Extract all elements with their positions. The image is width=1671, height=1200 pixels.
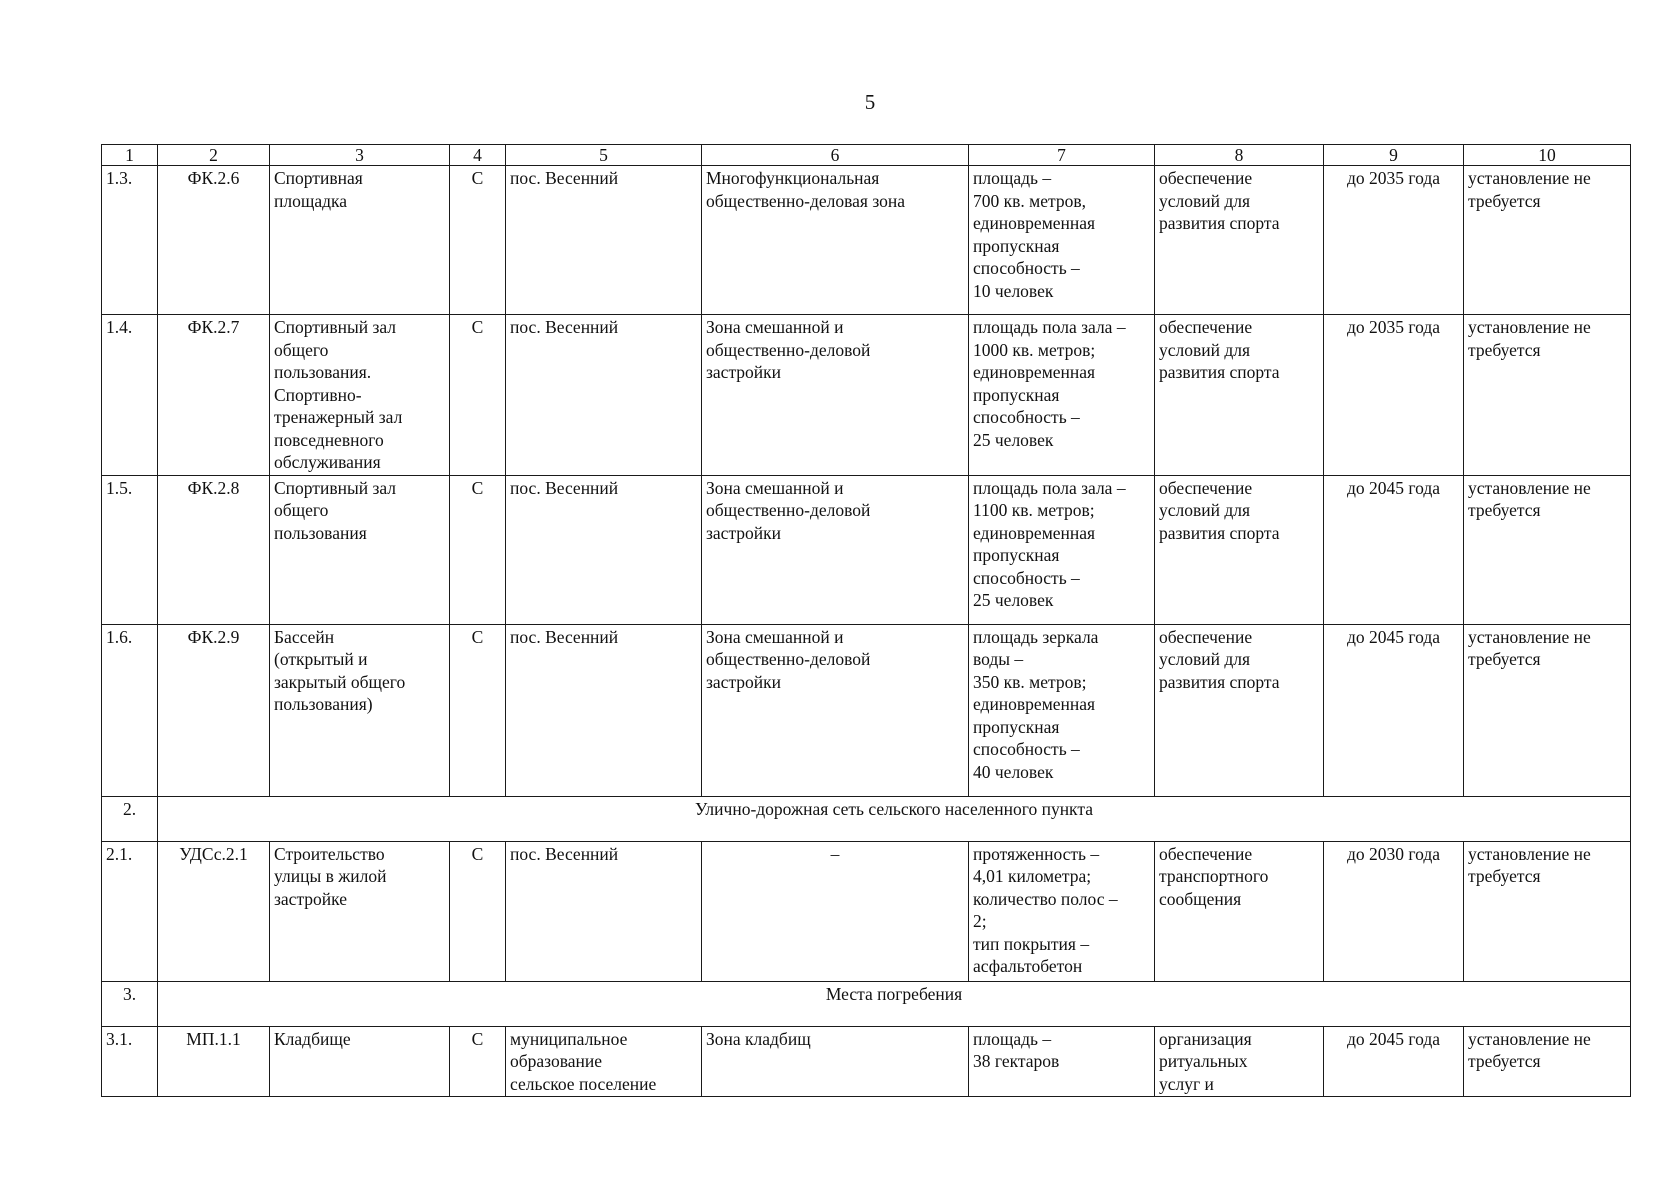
section-title: Улично-дорожная сеть сельского населенного пункта (158, 796, 1631, 841)
section-title: Места погребения (158, 981, 1631, 1026)
row-number: 1.3. (102, 166, 158, 315)
implementation-term: до 2045 года (1324, 1026, 1464, 1097)
object-status: С (450, 166, 506, 315)
object-purpose: обеспечение транспортного сообщения (1155, 841, 1324, 981)
column-number: 3 (270, 145, 450, 166)
object-name: Спортивный зал общего пользования. Спортивно- тренажерный зал повседневного обслуживания (270, 315, 450, 476)
column-number: 1 (102, 145, 158, 166)
implementation-term: до 2045 года (1324, 624, 1464, 796)
row-number: 2.1. (102, 841, 158, 981)
row-number: 3.1. (102, 1026, 158, 1097)
zones-with-special-conditions: установление не требуется (1464, 315, 1631, 476)
object-code: ФК.2.7 (158, 315, 270, 476)
object-purpose: обеспечение условий для развития спорта (1155, 624, 1324, 796)
object-purpose: обеспечение условий для развития спорта (1155, 315, 1324, 476)
zones-with-special-conditions: установление не требуется (1464, 841, 1631, 981)
object-status: С (450, 624, 506, 796)
table-row (102, 475, 1631, 624)
object-location: пос. Весенний (506, 315, 702, 476)
object-purpose: обеспечение условий для развития спорта (1155, 166, 1324, 315)
object-code: ФК.2.8 (158, 475, 270, 624)
implementation-term: до 2035 года (1324, 315, 1464, 476)
object-location: пос. Весенний (506, 624, 702, 796)
column-number: 8 (1155, 145, 1324, 166)
row-number: 1.5. (102, 475, 158, 624)
object-code: МП.1.1 (158, 1026, 270, 1097)
object-characteristics: протяженность – 4,01 километра; количество полос – 2; тип покрытия – асфальтобетон (969, 841, 1155, 981)
column-number: 4 (450, 145, 506, 166)
table-row (102, 1026, 1631, 1097)
object-purpose: организация ритуальных услуг и (1155, 1026, 1324, 1097)
object-name: Спортивный зал общего пользования (270, 475, 450, 624)
planning-table (101, 144, 1631, 1097)
object-code: ФК.2.6 (158, 166, 270, 315)
row-number: 1.4. (102, 315, 158, 476)
object-name: Бассейн (открытый и закрытый общего пользования) (270, 624, 450, 796)
object-location: муниципальное образование сельское поселение (506, 1026, 702, 1097)
table-row (102, 166, 1631, 315)
object-characteristics: площадь пола зала – 1000 кв. метров; единовременная пропускная способность – 25 человек (969, 315, 1155, 476)
column-number: 5 (506, 145, 702, 166)
functional-zone: – (702, 841, 969, 981)
functional-zone: Многофункциональная общественно-деловая зона (702, 166, 969, 315)
row-number: 1.6. (102, 624, 158, 796)
object-location: пос. Весенний (506, 166, 702, 315)
column-number: 9 (1324, 145, 1464, 166)
functional-zone: Зона смешанной и общественно-деловой застройки (702, 475, 969, 624)
column-number: 10 (1464, 145, 1631, 166)
table-body (102, 145, 1631, 1097)
table-row (102, 841, 1631, 981)
column-number: 7 (969, 145, 1155, 166)
table-row (102, 624, 1631, 796)
object-characteristics: площадь пола зала – 1100 кв. метров; единовременная пропускная способность – 25 человек (969, 475, 1155, 624)
implementation-term: до 2045 года (1324, 475, 1464, 624)
functional-zone: Зона кладбищ (702, 1026, 969, 1097)
section-number: 3. (102, 981, 158, 1026)
object-status: С (450, 475, 506, 624)
zones-with-special-conditions: установление не требуется (1464, 166, 1631, 315)
column-number: 2 (158, 145, 270, 166)
object-code: УДСс.2.1 (158, 841, 270, 981)
zones-with-special-conditions: установление не требуется (1464, 624, 1631, 796)
object-name: Спортивная площадка (270, 166, 450, 315)
object-code: ФК.2.9 (158, 624, 270, 796)
object-status: С (450, 1026, 506, 1097)
zones-with-special-conditions: установление не требуется (1464, 1026, 1631, 1097)
object-characteristics: площадь зеркала воды – 350 кв. метров; единовременная пропускная способность – 40 человек (969, 624, 1155, 796)
object-name: Кладбище (270, 1026, 450, 1097)
object-purpose: обеспечение условий для развития спорта (1155, 475, 1324, 624)
functional-zone: Зона смешанной и общественно-деловой застройки (702, 315, 969, 476)
page-number: 5 (864, 90, 876, 114)
column-number: 6 (702, 145, 969, 166)
object-status: С (450, 315, 506, 476)
functional-zone: Зона смешанной и общественно-деловой застройки (702, 624, 969, 796)
object-characteristics: площадь – 700 кв. метров, единовременная пропускная способность – 10 человек (969, 166, 1155, 315)
section-number: 2. (102, 796, 158, 841)
table-row (102, 315, 1631, 476)
implementation-term: до 2030 года (1324, 841, 1464, 981)
object-status: С (450, 841, 506, 981)
object-name: Строительство улицы в жилой застройке (270, 841, 450, 981)
object-location: пос. Весенний (506, 841, 702, 981)
section-row (102, 981, 1631, 1026)
implementation-term: до 2035 года (1324, 166, 1464, 315)
object-characteristics: площадь – 38 гектаров (969, 1026, 1155, 1097)
zones-with-special-conditions: установление не требуется (1464, 475, 1631, 624)
column-number-row (102, 145, 1631, 166)
object-location: пос. Весенний (506, 475, 702, 624)
section-row (102, 796, 1631, 841)
